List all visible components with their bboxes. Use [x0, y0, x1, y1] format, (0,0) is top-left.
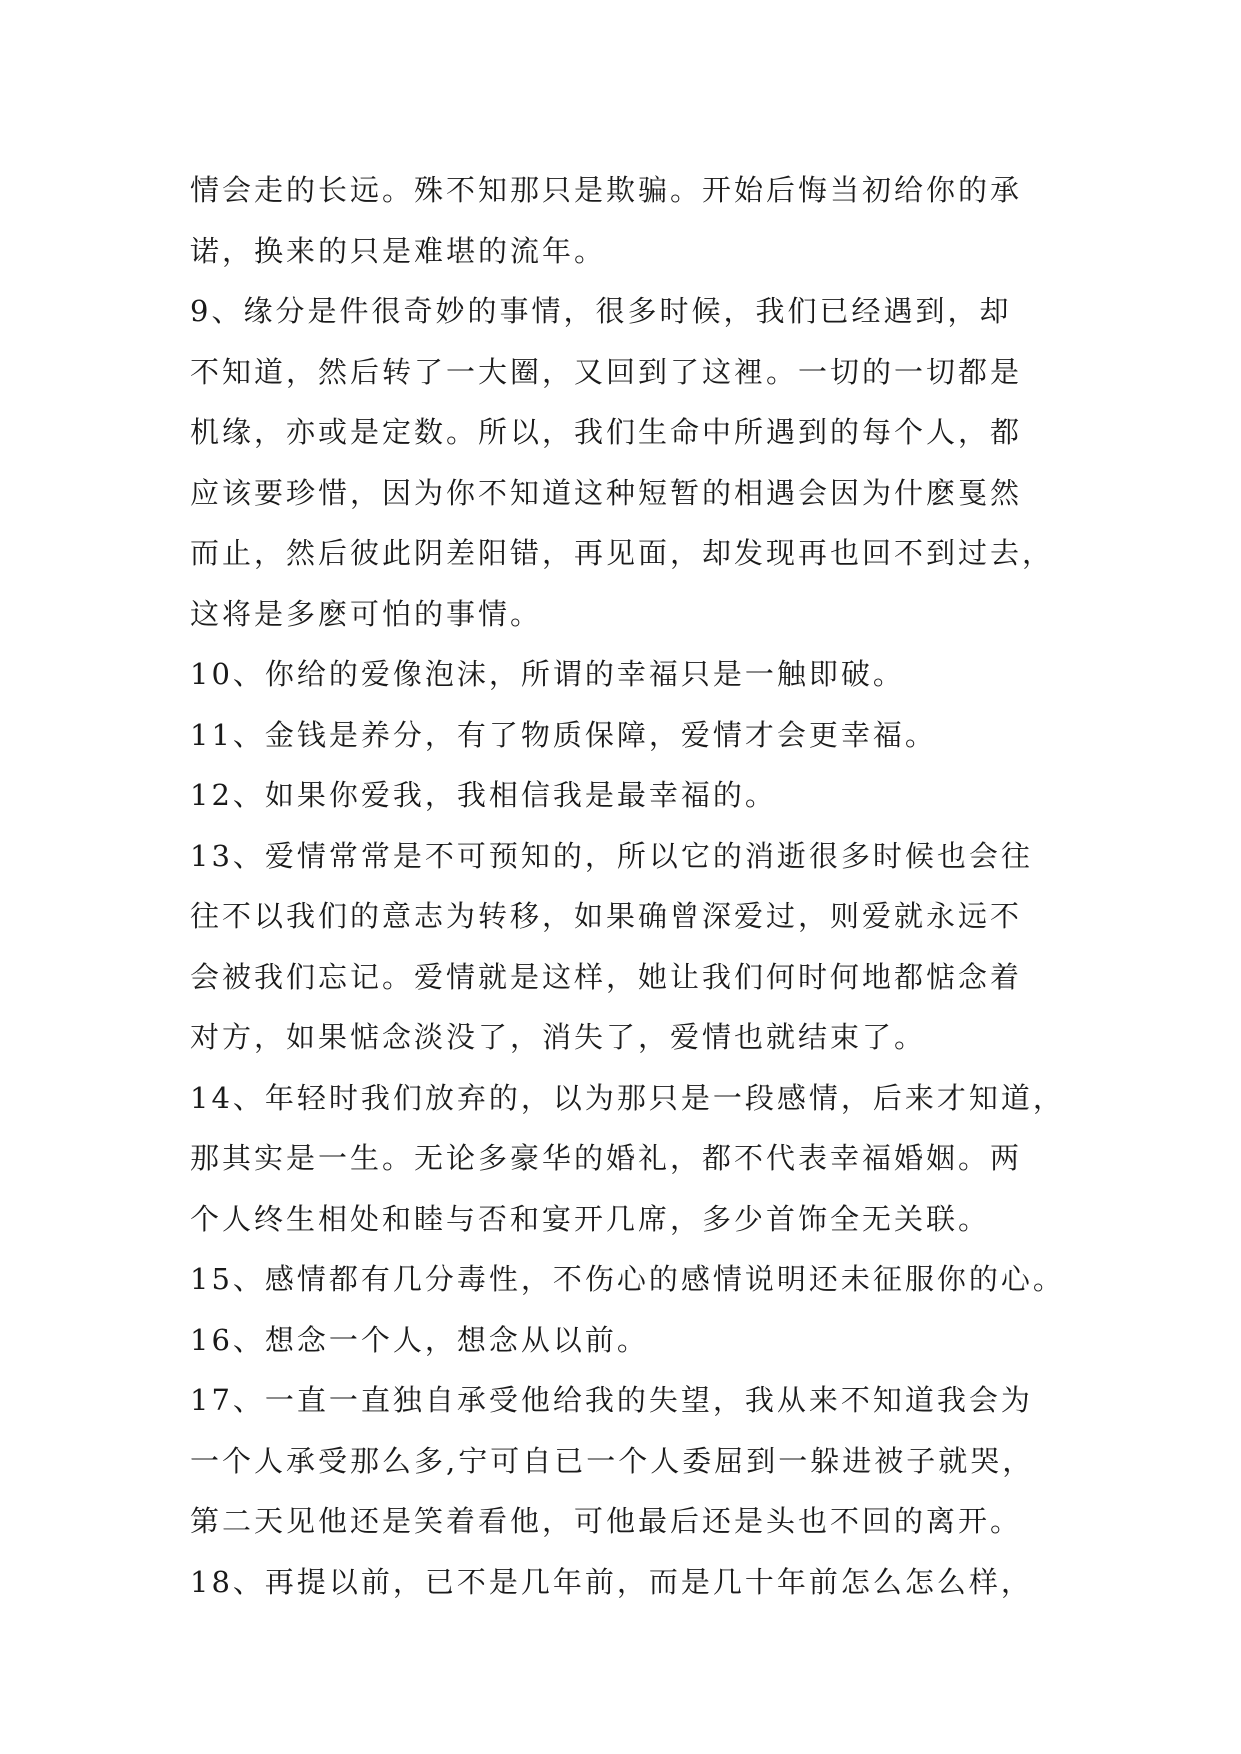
text-line: 个人终生相处和睦与否和宴开几席，多少首饰全无关联。	[190, 1201, 991, 1236]
text-line: 这将是多麽可怕的事情。	[190, 596, 543, 631]
text-line: 第二天见他还是笑着看他，可他最后还是头也不回的离开。	[190, 1504, 1023, 1538]
text-line: 情会走的长远。殊不知那只是欺骗。开始后悔当初给你的承	[190, 173, 1023, 207]
text-line: 一个人承受那么多,宁可自已一个人委屈到一躲进被子就哭，	[190, 1443, 1035, 1478]
text-line: 17、一直一直独自承受他给我的失望，我从来不知道我会为	[190, 1383, 1033, 1417]
text-line: 诺，换来的只是难堪的流年。	[190, 233, 607, 268]
text-line: 18、再提以前，已不是几年前，而是几十年前怎么怎么样，	[190, 1564, 1033, 1599]
text-line: 14、年轻时我们放弃的，以为那只是一段感情，后来才知道，	[190, 1080, 1065, 1115]
text-line: 对方，如果惦念淡没了，消失了，爱情也就结束了。	[190, 1020, 927, 1054]
text-line: 12、如果你爱我，我相信我是最幸福的。	[190, 778, 777, 812]
text-line: 9、缘分是件很奇妙的事情，很多时候，我们已经遇到，却	[190, 294, 1012, 328]
text-line: 10、你给的爱像泡沫，所谓的幸福只是一触即破。	[190, 657, 905, 691]
body-text	[190, 160, 1070, 1612]
text-line: 机缘，亦或是定数。所以，我们生命中所遇到的每个人，都	[190, 415, 1023, 449]
text-line: 应该要珍惜，因为你不知道这种短暂的相遇会因为什麽戛然	[190, 475, 1023, 510]
text-line: 那其实是一生。无论多豪华的婚礼，都不代表幸福婚姻。两	[190, 1141, 1023, 1175]
text-line: 而止，然后彼此阴差阳错，再见面，却发现再也回不到过去，	[190, 536, 1055, 570]
text-line: 15、感情都有几分毒性，不伤心的感情说明还未征服你的心。	[190, 1262, 1065, 1296]
text-line: 16、想念一个人，想念从以前。	[190, 1322, 649, 1357]
text-line: 不知道，然后转了一大圈，又回到了这裡。一切的一切都是	[190, 354, 1023, 389]
text-line: 11、金钱是养分，有了物质保障，爱情才会更幸福。	[190, 717, 937, 752]
text-line: 会被我们忘记。爱情就是这样，她让我们何时何地都惦念着	[190, 959, 1023, 994]
text-line: 往不以我们的意志为转移，如果确曾深爱过，则爱就永远不	[190, 899, 1023, 933]
text-line: 13、爱情常常是不可预知的，所以它的消逝很多时候也会往	[190, 838, 1033, 873]
